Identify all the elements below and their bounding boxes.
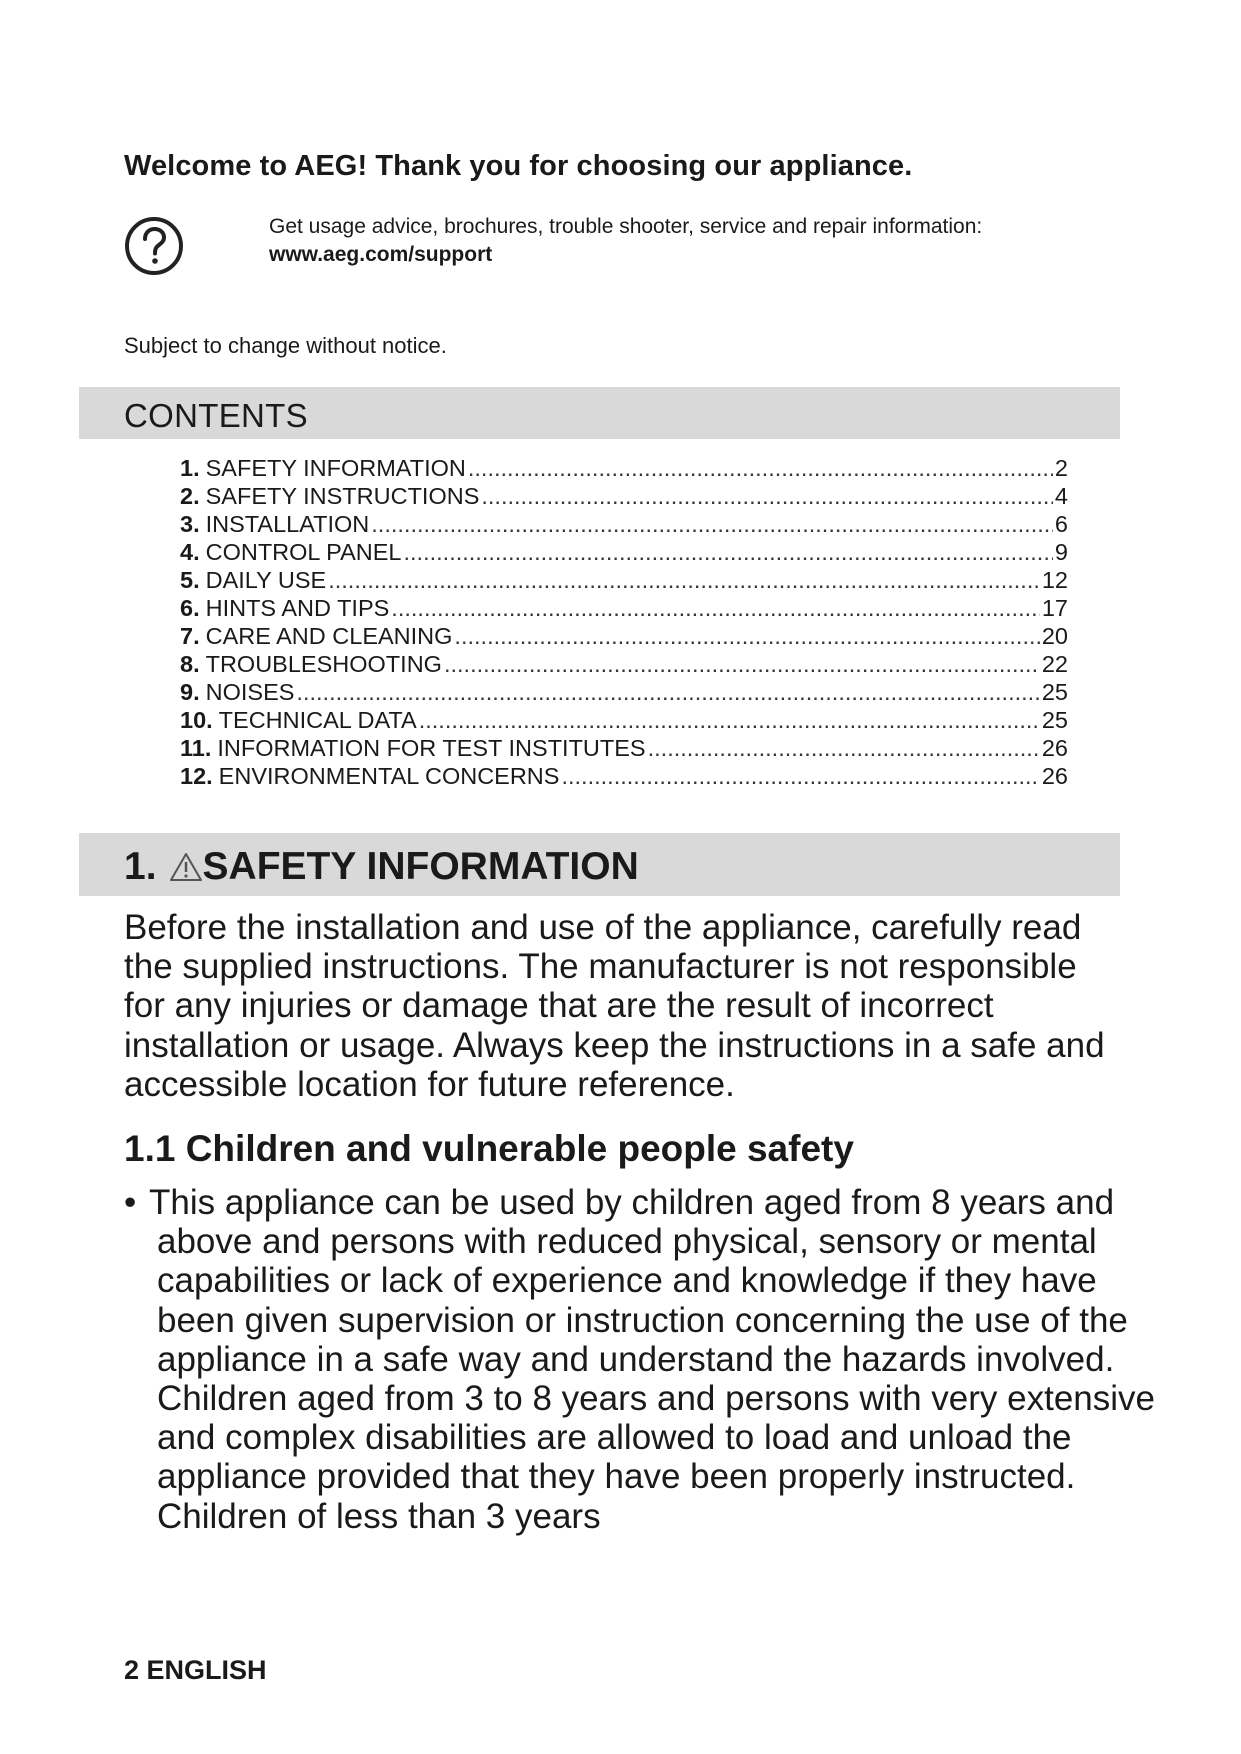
toc-entry-page: 26 <box>1041 735 1068 761</box>
toc-entry-page: 4 <box>1054 483 1068 509</box>
toc-entry[interactable] <box>180 454 1068 482</box>
change-notice: Subject to change without notice. <box>124 333 447 358</box>
toc-entry-number: 12. <box>180 763 213 789</box>
safety-header-bar <box>79 833 1120 896</box>
toc-entry[interactable] <box>180 650 1068 678</box>
support-link[interactable]: www.aeg.com/support <box>269 243 493 266</box>
toc-entry-page: 17 <box>1041 595 1068 621</box>
section-title: SAFETY INFORMATION <box>202 845 639 888</box>
support-text-block <box>269 213 982 269</box>
toc-entry[interactable] <box>180 734 1068 762</box>
section-heading <box>124 845 639 889</box>
contents-header-bar <box>79 387 1120 439</box>
bullet-paragraph <box>124 1183 1157 1536</box>
toc-leader-dots <box>328 566 1040 594</box>
toc-entry-label: HINTS AND TIPS <box>205 595 390 621</box>
table-of-contents <box>180 454 1068 790</box>
contents-title: CONTENTS <box>124 397 308 434</box>
toc-entry-page: 9 <box>1054 539 1068 565</box>
support-description: Get usage advice, brochures, trouble shooter, service and repair information: <box>269 215 983 238</box>
toc-entry[interactable] <box>180 622 1068 650</box>
bullet-mark: • <box>124 1183 137 1222</box>
toc-entry-label: TECHNICAL DATA <box>218 707 417 733</box>
toc-entry-page: 6 <box>1054 511 1068 537</box>
toc-entry-page: 26 <box>1041 763 1068 789</box>
toc-entry-label: DAILY USE <box>205 567 327 593</box>
toc-entry-number: 9. <box>180 679 200 705</box>
toc-entry-page: 2 <box>1054 455 1068 481</box>
question-circle-icon <box>124 216 184 276</box>
toc-leader-dots <box>391 594 1040 622</box>
toc-entry[interactable] <box>180 706 1068 734</box>
toc-entry[interactable] <box>180 510 1068 538</box>
toc-entry-label: TROUBLESHOOTING <box>205 651 442 677</box>
toc-entry[interactable] <box>180 482 1068 510</box>
toc-entry[interactable] <box>180 762 1068 790</box>
toc-leader-dots <box>648 734 1040 762</box>
toc-entry[interactable] <box>180 538 1068 566</box>
toc-entry-number: 6. <box>180 595 200 621</box>
toc-leader-dots <box>468 454 1053 482</box>
toc-entry-number: 11. <box>180 735 212 761</box>
toc-entry-number: 4. <box>180 539 200 565</box>
toc-entry-number: 5. <box>180 567 200 593</box>
toc-leader-dots <box>371 510 1053 538</box>
safety-intro-paragraph: Before the installation and use of the appliance, carefully read the supplied instructions. The manufacturer is not responsible for any injuries or damage that are the result of incorrect installation or usage. Always keep the instructions in a safe and accessible location for future reference. <box>124 908 1105 1104</box>
toc-entry-number: 7. <box>180 623 200 649</box>
toc-entry-label: INSTALLATION <box>205 511 370 537</box>
toc-entry-label: NOISES <box>205 679 295 705</box>
warning-triangle-icon <box>169 852 203 882</box>
bullet-text: This appliance can be used by children aged from 8 years and above and persons with reduced physical, sensory or mental capabilities or lack of experience and knowledge if they have been given supervision or instruction concerning the use of the appliance in a safe way and understand the hazards involved. Children aged from 3 to 8 years and persons with very extensive and complex disabilities are allowed to load and unload the appliance provided that they have been properly instructed. Children of less than 3 years <box>149 1183 1156 1536</box>
toc-entry-number: 10. <box>180 707 213 733</box>
toc-leader-dots <box>296 678 1039 706</box>
toc-entry[interactable] <box>180 678 1068 706</box>
toc-entry-label: CARE AND CLEANING <box>205 623 453 649</box>
welcome-heading: Welcome to AEG! Thank you for choosing our appliance. <box>124 150 913 182</box>
toc-leader-dots <box>403 538 1052 566</box>
toc-entry-label: SAFETY INFORMATION <box>205 455 466 481</box>
toc-entry-page: 25 <box>1041 679 1068 705</box>
toc-entry-number: 1. <box>180 455 200 481</box>
subsection-heading: 1.1 Children and vulnerable people safety <box>124 1128 854 1169</box>
toc-entry-label: INFORMATION FOR TEST INSTITUTES <box>217 735 646 761</box>
toc-entry-number: 2. <box>180 483 200 509</box>
toc-leader-dots <box>444 650 1040 678</box>
section-number: 1. <box>124 845 157 888</box>
toc-entry-page: 12 <box>1041 567 1068 593</box>
toc-leader-dots <box>419 706 1040 734</box>
toc-entry[interactable] <box>180 594 1068 622</box>
toc-entry-label: CONTROL PANEL <box>205 539 402 565</box>
toc-entry-page: 25 <box>1041 707 1068 733</box>
toc-entry-label: SAFETY INSTRUCTIONS <box>205 483 480 509</box>
toc-leader-dots <box>561 762 1039 790</box>
toc-entry[interactable] <box>180 566 1068 594</box>
toc-leader-dots <box>454 622 1039 650</box>
toc-entry-label: ENVIRONMENTAL CONCERNS <box>218 763 560 789</box>
page-footer: 2 ENGLISH <box>124 1655 267 1685</box>
toc-leader-dots <box>481 482 1053 510</box>
support-info <box>124 213 1124 283</box>
toc-entry-number: 3. <box>180 511 200 537</box>
toc-entry-number: 8. <box>180 651 200 677</box>
toc-entry-page: 20 <box>1041 623 1068 649</box>
toc-entry-page: 22 <box>1041 651 1068 677</box>
